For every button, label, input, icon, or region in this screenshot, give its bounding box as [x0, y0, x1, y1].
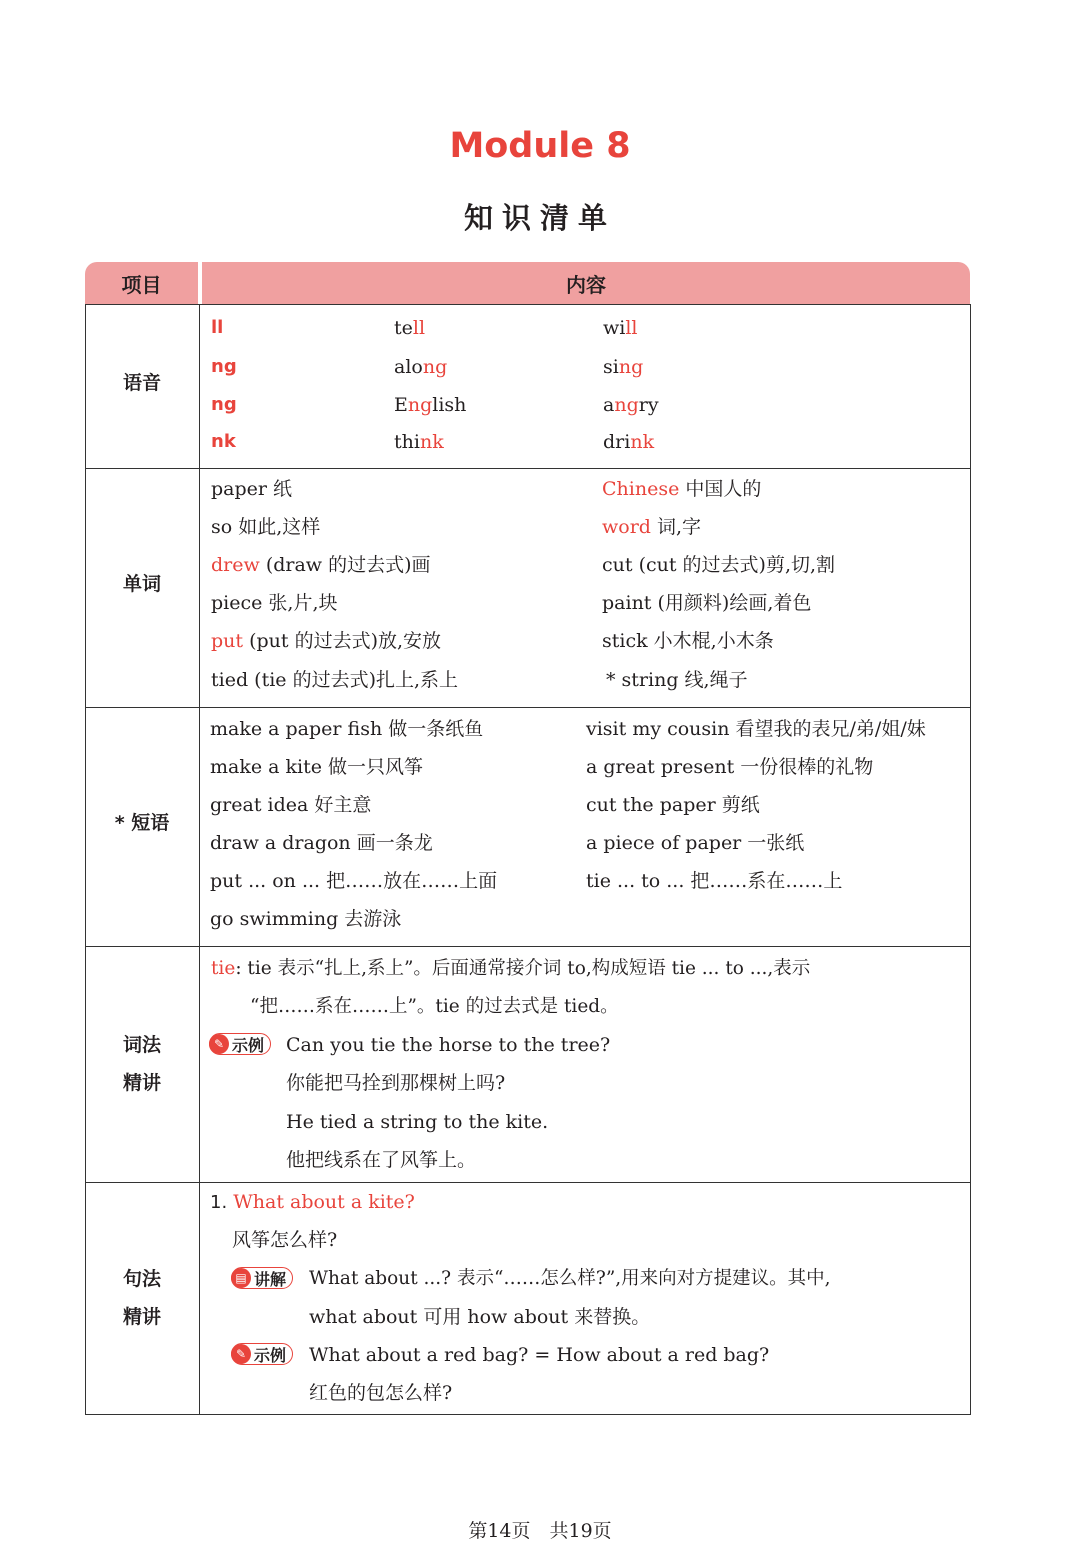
phonics-pattern: ng [211, 394, 237, 415]
vocab-item: drew (draw 的过去式)画 [211, 554, 431, 576]
vocab-item: paint (用颜料)绘画,着色 [602, 592, 812, 614]
vocab-item: cut (cut 的过去式)剪,切,割 [602, 554, 836, 576]
phonics-example: think [394, 431, 444, 453]
phonics-example: sing [603, 356, 644, 378]
row-label-pronunciation: 语音 [122, 372, 161, 394]
phrase-item: cut the paper 剪纸 [586, 794, 760, 816]
row-divider [85, 468, 971, 469]
vocab-item: put (put 的过去式)放,安放 [211, 630, 442, 652]
sentence-explanation: what about 可用 how about 来替换。 [309, 1306, 651, 1328]
word-usage-explanation: tie: tie 表示“扎上,系上”。后面通常接介词 to,构成短语 tie ... to ...,表示 [211, 958, 811, 979]
vocab-item: stick 小木棍,小木条 [602, 630, 774, 652]
example-translation: 你能把马拴到那棵树上吗? [286, 1072, 506, 1094]
example-translation: 他把线系在了风筝上。 [286, 1149, 477, 1171]
row-divider [85, 707, 971, 708]
pencil-icon: ✎ [209, 1034, 229, 1054]
table-border-left [85, 304, 86, 1415]
example-badge: ✎ 示例 [231, 1343, 293, 1365]
row-label-phrases: * 短语 [114, 812, 170, 834]
page-number: 第14页 共19页 [468, 1520, 612, 1542]
table-border-bottom [85, 1414, 971, 1415]
phonics-example: along [394, 356, 448, 378]
phrase-item: a great present 一份很棒的礼物 [586, 756, 874, 778]
phonics-example: drink [603, 431, 655, 453]
phonics-example: angry [603, 394, 659, 416]
phrase-item: visit my cousin 看望我的表兄/弟/姐/妹 [586, 718, 926, 740]
row-label-sentence-usage: 句法 精讲 [122, 1268, 161, 1328]
phonics-pattern: nk [211, 431, 236, 452]
phonics-example: tell [394, 317, 426, 339]
phonics-pattern: ng [211, 356, 237, 377]
header-content: 内容 [202, 262, 970, 304]
phrase-item: go swimming 去游泳 [210, 908, 402, 930]
pencil-icon: ✎ [231, 1344, 251, 1364]
sentence-explanation: What about ...? 表示“……怎么样?”,用来向对方提建议。其中, [309, 1268, 831, 1289]
page-subtitle: 知识清单 [463, 201, 616, 235]
phrase-item: great idea 好主意 [210, 794, 372, 816]
vocab-item: tied (tie 的过去式)扎上,系上 [211, 669, 459, 691]
phrase-item: make a paper fish 做一条纸鱼 [210, 718, 484, 740]
table-border-right [970, 304, 971, 1415]
phrase-item: put ... on ... 把……放在……上面 [210, 870, 498, 892]
example-sentence: He tied a string to the kite. [286, 1111, 549, 1133]
sentence-translation: 风筝怎么样? [232, 1229, 338, 1251]
row-label-vocabulary: 单词 [122, 573, 161, 595]
word-usage-explanation: “把……系在……上”。tie 的过去式是 tied。 [250, 996, 619, 1017]
row-label-word-usage: 词法 精讲 [122, 1034, 161, 1094]
sentence-heading: 1. What about a kite? [210, 1191, 415, 1213]
phonics-pattern: ll [211, 317, 224, 338]
phonics-example: English [394, 394, 467, 416]
phrase-item: make a kite 做一只风筝 [210, 756, 424, 778]
column-divider [199, 304, 200, 1415]
phrase-item: draw a dragon 画一条龙 [210, 832, 433, 854]
phonics-example: will [603, 317, 638, 339]
page-title: Module 8 [449, 126, 631, 166]
table-border-top [85, 304, 971, 305]
vocab-item: word 词,字 [602, 516, 702, 538]
example-sentence: What about a red bag? = How about a red bag? [309, 1344, 770, 1366]
book-icon: ▤ [231, 1268, 251, 1288]
explain-badge: ▤ 讲解 [231, 1267, 293, 1289]
vocab-item: paper 纸 [211, 478, 293, 500]
vocab-item: Chinese 中国人的 [602, 478, 762, 500]
row-divider [85, 1182, 971, 1183]
phrase-item: a piece of paper 一张纸 [586, 832, 805, 854]
example-translation: 红色的包怎么样? [309, 1382, 453, 1404]
row-divider [85, 946, 971, 947]
vocab-item: * string 线,绳子 [606, 669, 748, 691]
vocab-item: so 如此,这样 [211, 516, 321, 538]
example-sentence: Can you tie the horse to the tree? [286, 1034, 611, 1056]
phrase-item: tie ... to ... 把……系在……上 [586, 870, 843, 892]
vocab-item: piece 张,片,块 [211, 592, 338, 614]
header-item: 项目 [85, 262, 198, 304]
example-badge: ✎ 示例 [209, 1033, 271, 1055]
